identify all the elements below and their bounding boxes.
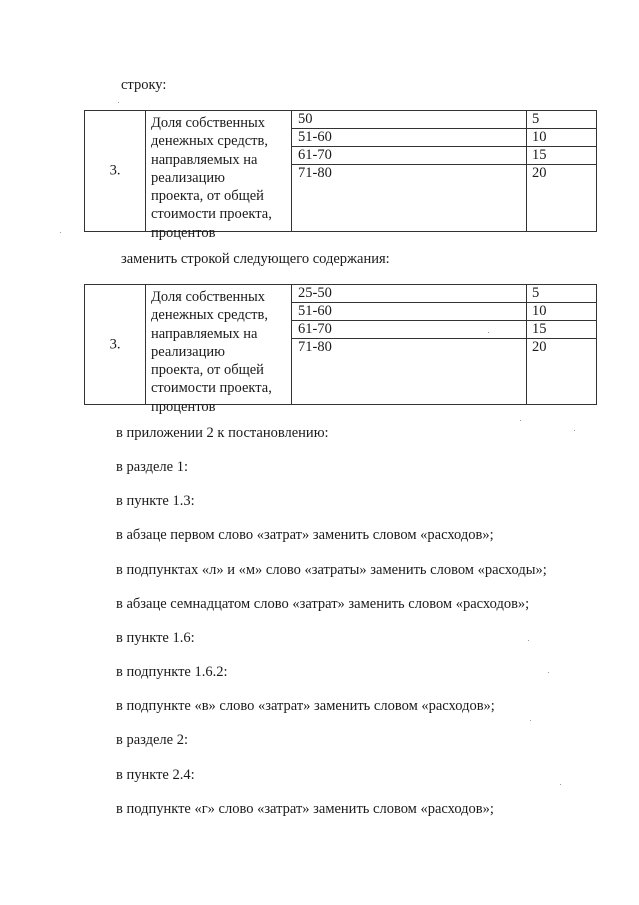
new-desc-line: денежных средств,	[151, 307, 268, 324]
old-row-number-cell	[85, 111, 146, 231]
new-desc-line: стоимости проекта,	[151, 380, 272, 397]
old-score-cell: 20	[532, 165, 547, 181]
replace-text: заменить строкой следующего содержания:	[121, 251, 390, 267]
old-desc-line: процентов	[151, 224, 216, 241]
scan-speck	[488, 332, 489, 333]
new-table-row	[84, 284, 597, 415]
scan-speck	[548, 672, 549, 673]
old-table-row	[84, 110, 597, 241]
scan-speck	[118, 102, 119, 103]
new-row-number-cell	[85, 285, 146, 404]
old-row-number: 3.	[109, 162, 121, 179]
new-row-range-column	[292, 285, 527, 404]
scan-speck	[60, 232, 61, 233]
new-score-cell: 20	[532, 339, 547, 355]
new-score-cell: 10	[527, 303, 596, 321]
paragraph: в подпункте «г» слово «затрат» заменить словом «расходов»;	[116, 801, 494, 817]
new-row-score-column	[527, 285, 596, 404]
new-desc-line: Доля собственных	[151, 289, 266, 305]
old-range-cell: 50	[292, 111, 526, 129]
old-desc-line: стоимости проекта,	[151, 206, 272, 223]
old-range-cell: 71-80	[298, 165, 332, 181]
old-row-range-column	[292, 111, 527, 231]
paragraph: в пункте 1.3:	[116, 493, 195, 509]
old-desc-line: реализацию	[151, 169, 225, 186]
old-row-description-cell	[146, 111, 292, 241]
new-score-cell: 5	[527, 285, 596, 303]
paragraph: в подпункте «в» слово «затрат» заменить словом «расходов»;	[116, 698, 495, 714]
old-desc-line: денежных средств,	[151, 133, 268, 150]
scan-speck	[574, 430, 575, 431]
old-desc-line: Доля собственных	[151, 115, 266, 131]
old-desc-line: направляемых на	[151, 151, 258, 168]
new-desc-line: направляемых на	[151, 325, 258, 342]
new-desc-line: процентов	[151, 398, 216, 415]
scan-speck	[528, 640, 529, 641]
old-range-cell: 51-60	[292, 129, 526, 147]
paragraph: в подпункте 1.6.2:	[116, 664, 228, 680]
new-row-description-cell	[146, 285, 292, 415]
new-range-cell: 61-70	[292, 321, 526, 339]
scan-speck	[530, 720, 531, 721]
old-score-cell: 15	[527, 147, 596, 165]
paragraph: в абзаце первом слово «затрат» заменить словом «расходов»;	[116, 527, 494, 543]
paragraph: в подпунктах «л» и «м» слово «затраты» заменить словом «расходы»;	[116, 562, 547, 578]
old-desc-line: проекта, от общей	[151, 188, 264, 205]
old-row-score-column	[527, 111, 596, 231]
paragraph: в пункте 2.4:	[116, 767, 195, 783]
intro-text: строку:	[121, 77, 167, 93]
new-range-cell: 51-60	[292, 303, 526, 321]
scan-speck	[560, 784, 561, 785]
old-score-cell: 5	[527, 111, 596, 129]
new-range-cell: 71-80	[298, 339, 332, 355]
scan-speck	[520, 420, 521, 421]
old-score-cell: 10	[527, 129, 596, 147]
paragraph: в абзаце семнадцатом слово «затрат» заменить словом «расходов»;	[116, 596, 530, 612]
new-row-number: 3.	[109, 336, 121, 352]
new-desc-line: проекта, от общей	[151, 362, 264, 379]
paragraph: в разделе 2:	[116, 732, 189, 748]
new-desc-line: реализацию	[151, 343, 225, 360]
paragraph: в разделе 1:	[116, 459, 189, 475]
paragraph: в приложении 2 к постановлению:	[116, 425, 329, 441]
new-range-cell: 25-50	[292, 285, 526, 303]
old-range-cell: 61-70	[292, 147, 526, 165]
new-score-cell: 15	[527, 321, 596, 339]
paragraph: в пункте 1.6:	[116, 630, 195, 646]
